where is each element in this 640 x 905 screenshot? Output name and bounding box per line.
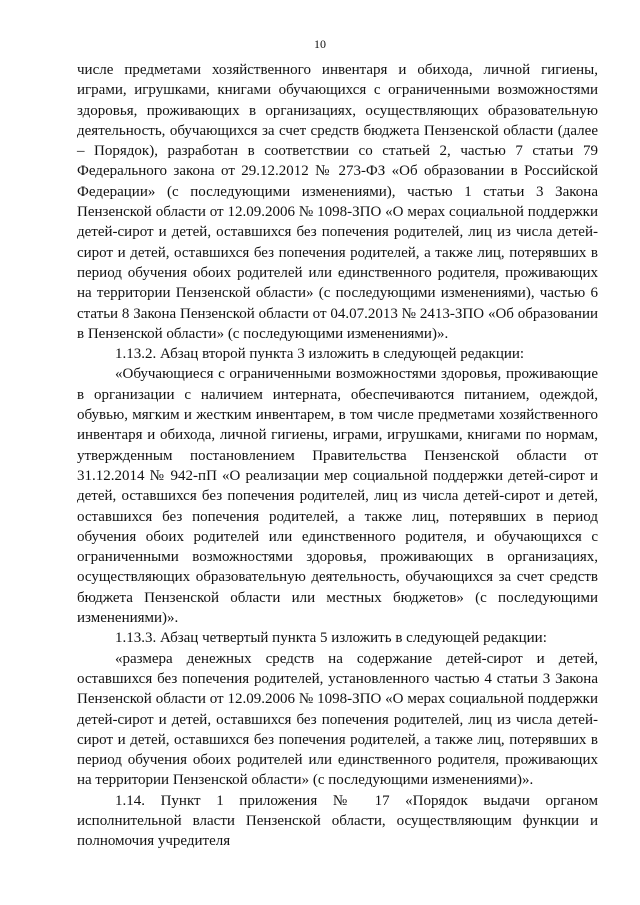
paragraph-1-14: 1.14. Пункт 1 приложения № 17 «Порядок выдачи органом исполнительной власти Пензенской области, осуществляющим функции и полномочия учредителя: [77, 792, 598, 850]
paragraph-1-13-3-heading: 1.13.3. Абзац четвертый пункта 5 изложить в следующей редакции:: [115, 630, 547, 647]
paragraph-1-13-3-text: «размера денежных средств на содержание детей-сирот и детей, оставшихся без попечения родителей, установленного частью 4 статьи 3 Закона Пензенской области от 12.09.2006 № 1098-ЗПО «О мерах социальной поддержки детей-сирот и детей, оставшихся без попечения родителей, лиц из числа детей-сирот и детей, оставшихся без попечения родителей, а также лиц, потерявших в период обучения обоих родителей или единственного родителя, проживающих на территории Пензенской области» (с последующими изменениями)».: [77, 650, 598, 789]
paragraph-1-13-2-text: «Обучающиеся с ограниченными возможностями здоровья, проживающие в организации с наличием интерната, обеспечиваются питанием, одеждой, обувью, мягким и жестким инвентарем, в том числе предметами хозяйственного инвентаря и обихода, личной гигиены, играми, игрушками, книгами по нормам, утвержденным постановлением Правительства Пензенской области от 31.12.2014 № 942-пП «О реализации мер социальной поддержки детей-сирот и детей, оставшихся без попечения родителей, лиц из числа детей-сирот и детей, оставшихся без попечения родителей, а также лиц, потерявших в период обучения обоих родителей или единственного родителя, и обучающихся с ограниченными возможностями здоровья, проживающих в организациях, осуществляющих образовательную деятельность, обучающихся за счет средств бюджета Пензенской области или местных бюджетов» (с последующими изменениями)».: [77, 366, 598, 627]
document-body: [77, 60, 598, 852]
paragraph-continuation: числе предметами хозяйственного инвентаря и обихода, личной гигиены, играми, игрушками, книгами обучающихся с ограниченными возможностями здоровья, проживающих в организациях, осуществляющих образовательную деятельность, обучающихся за счет средств бюджета Пензенской области (далее – Порядок), разработан в соответствии со статьей 2, частью 7 статьи 79 Федерального закона от 29.12.2012 № 273-ФЗ «Об образовании в Российской Федерации» (с последующими изменениями), частью 1 статьи 3 Закона Пензенской области от 12.09.2006 № 1098-ЗПО «О мерах социальной поддержки детей-сирот и детей, оставшихся без попечения родителей, лиц из числа детей-сирот и детей, оставшихся без попечения родителей, а также лиц, потерявших в период обучения обоих родителей или единственного родителя, проживающих на территории Пензенской области» (с последующими изменениями), частью 6 статьи 8 Закона Пензенской области от 04.07.2013 № 2413-ЗПО «Об образовании в Пензенской области» (с последующими изменениями)».: [77, 62, 598, 342]
paragraph-1-13-2-heading: 1.13.2. Абзац второй пункта 3 изложить в следующей редакции:: [115, 346, 525, 363]
page-number: 10: [314, 37, 326, 51]
